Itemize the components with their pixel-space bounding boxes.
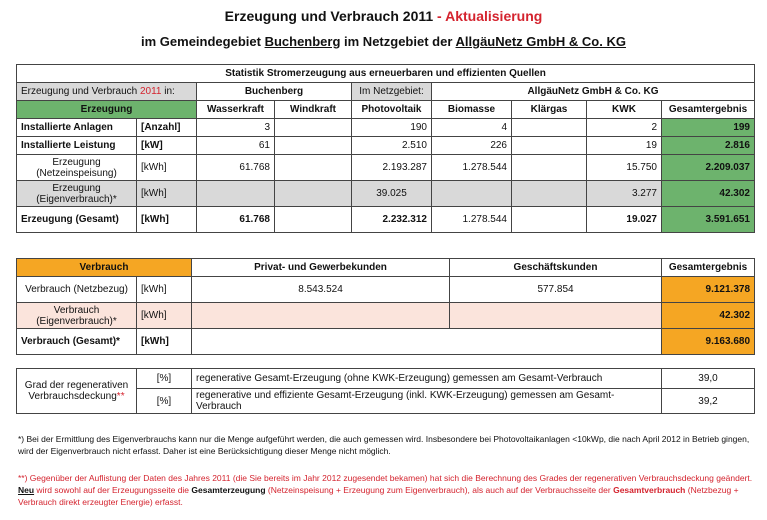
- cell: [275, 181, 352, 207]
- table-row: [17, 119, 755, 137]
- row-label: Verbrauch (Eigenverbrauch)*: [17, 303, 137, 329]
- row-label: Erzeugung (Netzeinspeisung): [17, 155, 137, 181]
- cell: 61.768: [197, 207, 275, 233]
- coverage-label: [17, 369, 137, 414]
- cell: [432, 181, 512, 207]
- footnote-calculation-change: [18, 472, 753, 508]
- column-header: Geschäftskunden: [450, 259, 662, 277]
- cell: 2.232.312: [352, 207, 432, 233]
- cell: 2.510: [352, 137, 432, 155]
- footnote-new-label: Neu: [18, 485, 35, 495]
- row-unit: [Anzahl]: [137, 119, 197, 137]
- table-row: [17, 369, 755, 389]
- coverage-description: regenerative und effiziente Gesamt-Erzeugung (inkl. KWK-Erzeugung) gemessen am Gesamt-Verbrauch: [192, 389, 662, 414]
- row-label: Erzeugung (Eigenverbrauch)*: [17, 181, 137, 207]
- column-header: KWK: [587, 101, 662, 119]
- row-label: Erzeugung (Gesamt): [17, 207, 137, 233]
- consumption-table: [16, 258, 755, 355]
- table-row: [17, 207, 755, 233]
- footnote-text: **) Gegenüber der Auflistung der Daten des Jahres 2011 (die Sie bereits im Jahr 2012 zugesendet bekamen) hat sich die Berechnung des Grades der regenerativen Verbrauchsdeckung geändert.: [18, 473, 753, 483]
- cell: 8.543.524: [192, 277, 450, 303]
- total-cell: 9.121.378: [662, 277, 755, 303]
- subtitle-operator: AllgäuNetz GmbH & Co. KG: [455, 34, 626, 49]
- total-cell: 42.302: [662, 181, 755, 207]
- consumption-section-label: Verbrauch: [17, 259, 192, 277]
- total-cell: 2.816: [662, 137, 755, 155]
- generation-table: [16, 64, 755, 233]
- column-header: Privat- und Gewerbekunden: [192, 259, 450, 277]
- cell: [197, 181, 275, 207]
- cell: 19: [587, 137, 662, 155]
- cell: 226: [432, 137, 512, 155]
- cell: 4: [432, 119, 512, 137]
- period-label-post: in:: [161, 86, 175, 97]
- column-header: Gesamtergebnis: [662, 101, 755, 119]
- cell: [512, 207, 587, 233]
- page-subtitle: [0, 34, 767, 49]
- table-row: [17, 155, 755, 181]
- total-cell: 3.591.651: [662, 207, 755, 233]
- coverage-value: 39,2: [662, 389, 755, 414]
- cell: [275, 119, 352, 137]
- cell: 61: [197, 137, 275, 155]
- cell: [512, 181, 587, 207]
- table-row: [17, 329, 755, 355]
- cell: 15.750: [587, 155, 662, 181]
- cell: 39.025: [352, 181, 432, 207]
- cell: 2.193.287: [352, 155, 432, 181]
- cell: 190: [352, 119, 432, 137]
- footnote-text: (Netzeinspeisung + Erzeugung zum Eigenverbrauch), als auch auf der Verbrauchsseite der: [265, 485, 614, 495]
- title-separator: -: [433, 8, 446, 24]
- row-label: Installierte Leistung: [17, 137, 137, 155]
- cell: [275, 155, 352, 181]
- subtitle-pre: im Gemeindegebiet: [141, 34, 265, 49]
- footnote-highlight: Gesamtverbrauch: [613, 485, 686, 495]
- cell: 1.278.544: [432, 155, 512, 181]
- title-main: Erzeugung und Verbrauch 2011: [224, 8, 434, 24]
- page-title: [0, 8, 767, 24]
- column-header: Klärgas: [512, 101, 587, 119]
- cell: [192, 329, 662, 355]
- period-year: 2011: [139, 86, 162, 97]
- cell: [512, 119, 587, 137]
- total-cell: 2.209.037: [662, 155, 755, 181]
- cell: 19.027: [587, 207, 662, 233]
- cell: [512, 155, 587, 181]
- footnote-text: (Netzbezug + Verbrauch direkt erzeugter Energie) erfasst.: [18, 485, 739, 507]
- cell: [275, 137, 352, 155]
- cell: 3.277: [587, 181, 662, 207]
- cell: [450, 303, 662, 329]
- cell: 2: [587, 119, 662, 137]
- grid-label: Im Netzgebiet:: [352, 83, 432, 101]
- total-cell: 9.163.680: [662, 329, 755, 355]
- row-unit: [kWh]: [137, 181, 197, 207]
- subtitle-mid: im Netzgebiet der: [340, 34, 456, 49]
- generation-section-label: Erzeugung: [17, 101, 197, 119]
- column-header: Gesamtergebnis: [662, 259, 755, 277]
- table-row: [17, 303, 755, 329]
- table-row: [17, 137, 755, 155]
- column-header: Photovoltaik: [352, 101, 432, 119]
- cell: [275, 207, 352, 233]
- cell: 3: [197, 119, 275, 137]
- footnote-eigenverbrauch: *) Bei der Ermittlung des Eigenverbrauchs kann nur die Menge aufgeführt werden, die auch gemessen wird. Insbesondere bei Photovoltaikanlagen <10kWp, die nach April 2012 in Betrieb gingen, wird der Eigenverbrauch nicht erfasst. Daher ist eine Berücksichtigung dieser Menge nicht möglich.: [18, 434, 750, 456]
- total-cell: 199: [662, 119, 755, 137]
- row-label: Verbrauch (Gesamt)*: [17, 329, 137, 355]
- operator-name: AllgäuNetz GmbH & Co. KG: [432, 83, 755, 101]
- coverage-label-text: Grad der regenerativen Verbrauchsdeckung: [24, 380, 129, 402]
- cell: [512, 137, 587, 155]
- municipality-name: Buchenberg: [197, 83, 352, 101]
- period-label-pre: Erzeugung und Verbrauch: [21, 86, 140, 97]
- row-unit: [kWh]: [137, 277, 192, 303]
- period-label: [17, 83, 197, 101]
- coverage-description: regenerative Gesamt-Erzeugung (ohne KWK-Erzeugung) gemessen am Gesamt-Verbrauch: [192, 369, 662, 389]
- row-unit: [kWh]: [137, 303, 192, 329]
- footnote-highlight: Gesamterzeugung: [191, 485, 266, 495]
- cell: 61.768: [197, 155, 275, 181]
- row-unit: [%]: [137, 369, 192, 389]
- statistics-heading: Statistik Stromerzeugung aus erneuerbaren und effizienten Quellen: [17, 65, 755, 83]
- table-row: [17, 277, 755, 303]
- coverage-value: 39,0: [662, 369, 755, 389]
- row-unit: [kWh]: [137, 155, 197, 181]
- row-label: Installierte Anlagen: [17, 119, 137, 137]
- cell: 1.278.544: [432, 207, 512, 233]
- coverage-label-mark: **: [116, 391, 125, 402]
- column-header: Wasserkraft: [197, 101, 275, 119]
- row-unit: [%]: [137, 389, 192, 414]
- total-cell: 42.302: [662, 303, 755, 329]
- cell: [192, 303, 450, 329]
- cell: 577.854: [450, 277, 662, 303]
- subtitle-municipality: Buchenberg: [264, 34, 341, 49]
- row-unit: [kW]: [137, 137, 197, 155]
- column-header: Windkraft: [275, 101, 352, 119]
- column-header: Biomasse: [432, 101, 512, 119]
- row-unit: [kWh]: [137, 329, 192, 355]
- row-label: Verbrauch (Netzbezug): [17, 277, 137, 303]
- row-unit: [kWh]: [137, 207, 197, 233]
- table-row: [17, 181, 755, 207]
- title-update-label: Aktualisierung: [445, 8, 543, 24]
- coverage-table: [16, 368, 755, 414]
- footnote-text: wird sowohl auf der Erzeugungsseite die: [34, 485, 192, 495]
